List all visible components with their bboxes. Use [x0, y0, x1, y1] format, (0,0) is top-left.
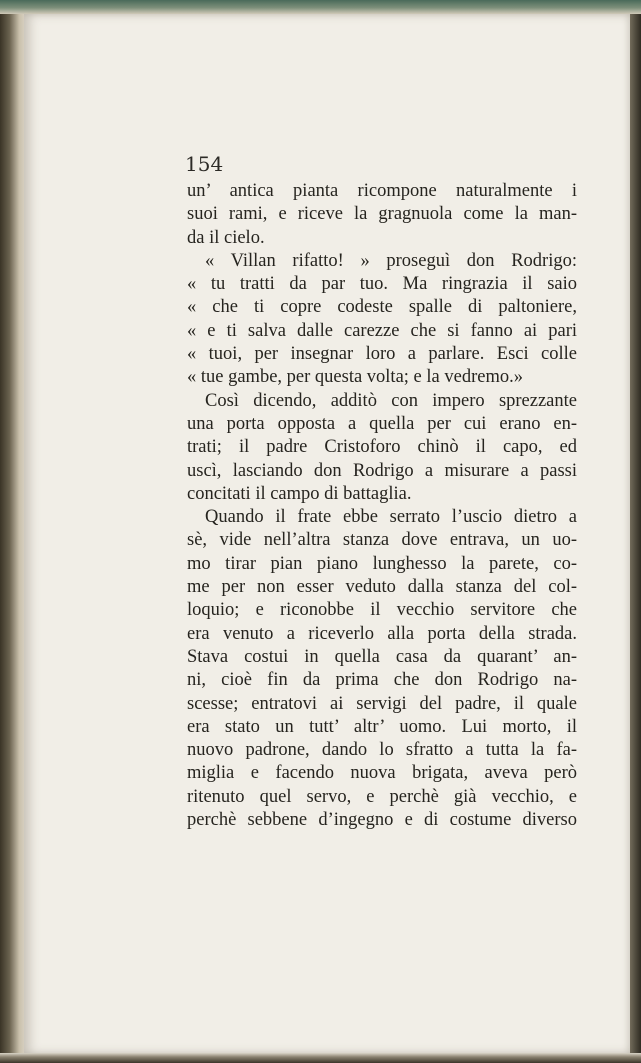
text-line: miglia e facendo nuova brigata, aveva però: [187, 763, 577, 784]
text-line: trati; il padre Cristoforo chinò il capo, ed: [187, 437, 577, 458]
text-line: perchè sebbene d’ingegno e di costume diverso: [187, 810, 577, 831]
book-edge-bottom: [0, 1053, 641, 1063]
text-line: scesse; entratovi ai servigi del padre, il quale: [187, 693, 577, 714]
text-line: ritenuto quel servo, e perchè già vecchio, e: [187, 786, 577, 807]
body-text: [187, 180, 577, 832]
text-line: da il cielo.: [187, 227, 265, 248]
text-line: « tuoi, per insegnar loro a parlare. Esci colle: [187, 344, 577, 365]
text-line: « Villan rifatto! » proseguì don Rodrigo:: [205, 250, 577, 271]
text-line: Quando il frate ebbe serrato l’uscio dietro a: [205, 507, 577, 528]
text-line: Stava costui in quella casa da quarant’ an-: [187, 646, 577, 667]
text-line: nuovo padrone, dando lo sfratto a tutta la fa-: [187, 740, 577, 761]
text-line: « che ti copre codeste spalle di paltoniere,: [187, 297, 577, 318]
text-line: era stato un tutt’ altr’ uomo. Lui morto, il: [187, 716, 577, 737]
text-line: mo tirar pian piano lunghesso la parete, co-: [187, 553, 577, 574]
text-line: me per non esser veduto dalla stanza del col-: [187, 577, 577, 598]
text-line: uscì, lasciando don Rodrigo a misurare a passi: [187, 460, 577, 481]
text-line: concitati il campo di battaglia.: [187, 483, 412, 504]
text-line: « tue gambe, per questa volta; e la vedremo.»: [187, 367, 523, 388]
text-line: Così dicendo, additò con impero sprezzante: [205, 390, 577, 411]
text-line: sè, vide nell’altra stanza dove entrava, un uo-: [187, 530, 577, 551]
text-line: suoi rami, e riceve la gragnuola come la man-: [187, 204, 577, 225]
book-edge-top: [0, 0, 641, 14]
text-line: loquio; e riconobbe il vecchio servitore che: [187, 600, 577, 621]
text-line: una porta opposta a quella per cui erano en-: [187, 413, 577, 434]
text-line: un’ antica pianta ricompone naturalmente i: [187, 181, 577, 201]
text-line: « e ti salva dalle carezze che si fanno ai pari: [187, 320, 577, 341]
text-line: era venuto a riceverlo alla porta della strada.: [187, 623, 577, 644]
page-number: 154: [185, 152, 224, 176]
text-line: ni, cioè fin da prima che don Rodrigo na-: [187, 670, 577, 691]
text-line: « tu tratti da par tuo. Ma ringrazia il saio: [187, 274, 577, 295]
